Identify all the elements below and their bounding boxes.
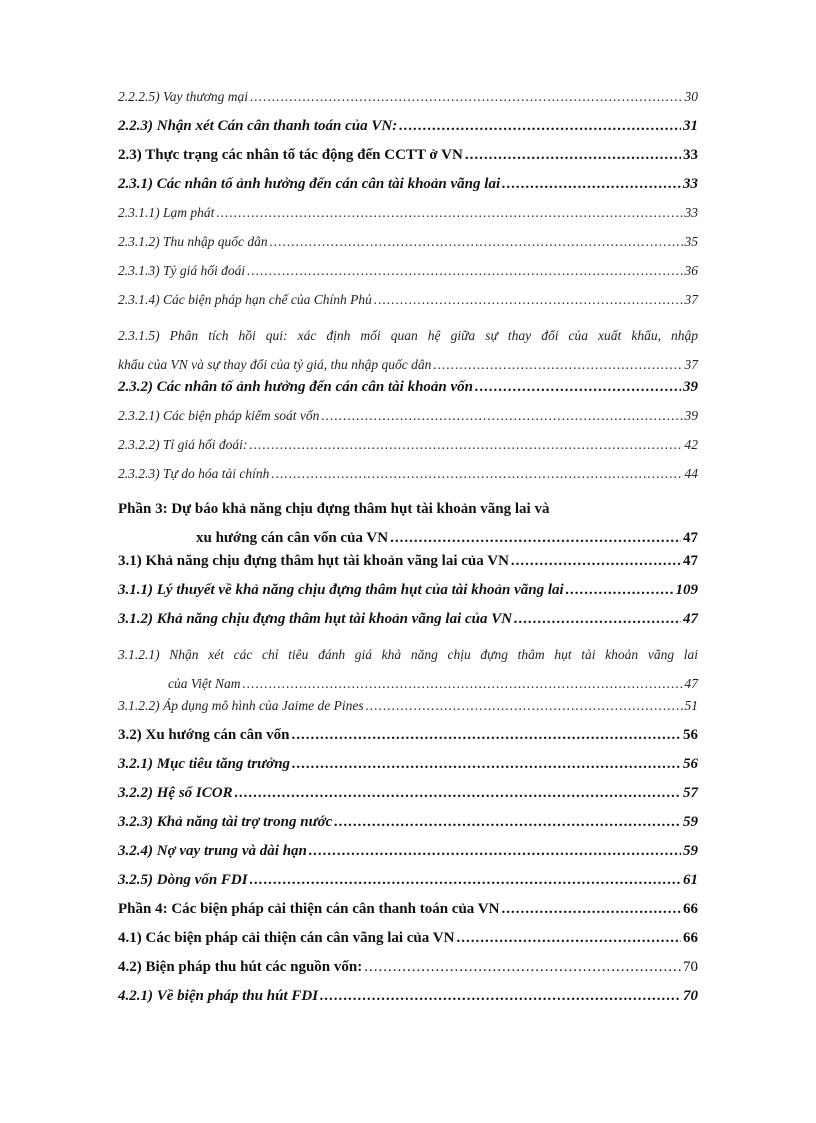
toc-entry[interactable] [118,640,698,698]
toc-entry[interactable] [118,495,698,553]
toc-entry-page: 57 [683,785,698,801]
dot-leader [216,205,682,221]
dot-leader [374,292,683,308]
toc-entry[interactable] [118,437,698,466]
toc-entry-label: 3.1.2.1) Nhận xét các chỉ tiêu đánh giá khả năng chịu đựng thâm hụt tài khoản vãng lai [118,647,698,662]
dot-leader [292,756,681,773]
dot-leader [566,582,674,599]
toc-entry-page: 59 [683,843,698,859]
toc-entry[interactable] [118,147,698,176]
toc-entry-label: 2.3.2.2) Tỉ giá hối đoái: [118,437,248,452]
dot-leader [433,350,682,379]
dot-leader [501,901,681,918]
toc-entry-page: 39 [684,408,698,423]
dot-leader [456,930,681,947]
toc-entry-label: 2.2.2.5) Vay thương mại [118,89,249,104]
toc-entry-page: 31 [683,118,698,134]
toc-entry-page: 35 [684,234,698,249]
toc-entry-label: 3.2.3) Khả năng tài trợ trong nước [118,814,333,830]
toc-entry-page: 47 [683,530,698,546]
dot-leader [235,785,681,802]
toc-entry[interactable] [118,234,698,263]
toc-entry-page: 70 [683,959,698,975]
toc-entry-label: 2.3.2) Các nhân tố ảnh hưởng đến cán cân tài khoản vốn [118,379,474,395]
toc-entry-page: 109 [675,582,698,598]
toc-entry-page: 37 [684,292,698,307]
toc-entry[interactable] [118,466,698,495]
toc-entry-label-continued: khẩu của VN và sự thay đổi của tỷ giá, thu nhập quốc dân [118,357,432,372]
toc-entry-page: 33 [683,147,698,163]
toc-entry-page: 37 [684,357,698,372]
toc-entry-label: 3.1.1) Lý thuyết về khả năng chịu đựng thâm hụt của tài khoản vãng lai [118,582,564,598]
dot-leader [309,843,681,860]
dot-leader [321,408,682,424]
toc-entry-page: 42 [684,437,698,452]
toc-entry-page: 56 [683,756,698,772]
dot-leader [390,524,681,553]
toc-entry-label-continued: của Việt Nam [168,676,241,691]
toc-entry-page: 56 [683,727,698,743]
toc-entry-label: 2.3.1.5) Phân tích hồi qui: xác định mối quan hệ giữa sự thay đổi của xuất khẩu, nhập [118,328,698,343]
toc-entry[interactable] [118,553,698,582]
toc-entry-label: 2.3.1.1) Lạm phát [118,205,215,220]
toc-entry-label-continued: xu hướng cán cân vốn của VN [196,530,389,546]
toc-entry[interactable] [118,959,698,988]
toc-entry-label: 3.2) Xu hướng cán cân vốn [118,727,290,743]
dot-leader [465,147,681,164]
toc-entry[interactable] [118,756,698,785]
toc-entry-page: 47 [683,611,698,627]
toc-entry[interactable] [118,321,698,379]
toc-entry-page: 36 [684,263,698,278]
toc-entry-label: 3.1) Khả năng chịu đựng thâm hụt tài khoản vãng lai của VN [118,553,509,569]
toc-entry-page: 33 [683,176,698,192]
dot-leader [247,263,682,279]
dot-leader [511,553,681,570]
dot-leader [502,176,681,193]
toc-entry[interactable] [118,89,698,118]
toc-entry[interactable] [118,408,698,437]
toc-entry-label: 2.3.1.3) Tỷ giá hối đoái [118,263,246,278]
table-of-contents [118,89,698,1017]
dot-leader [249,437,682,453]
toc-entry-label: 2.3.2.3) Tự do hóa tài chính [118,466,270,481]
dot-leader [514,611,681,628]
dot-leader [334,814,681,831]
toc-entry[interactable] [118,205,698,234]
toc-entry-label: 4.2.1) Về biện pháp thu hút FDI [118,988,319,1004]
toc-entry-page: 61 [683,872,698,888]
toc-entry[interactable] [118,176,698,205]
toc-entry[interactable] [118,379,698,408]
toc-entry-label: 2.3.2.1) Các biện pháp kiểm soát vốn [118,408,320,423]
toc-entry[interactable] [118,930,698,959]
toc-entry[interactable] [118,814,698,843]
toc-entry-label: Phần 4: Các biện pháp cải thiện cán cân thanh toán của VN [118,901,500,917]
toc-entry[interactable] [118,118,698,147]
toc-entry-page: 39 [683,379,698,395]
dot-leader [475,379,681,396]
dot-leader [292,727,681,744]
dot-leader [364,959,681,976]
toc-entry-label: 2.2.3) Nhận xét Cán cân thanh toán của VN: [118,118,398,134]
toc-entry[interactable] [118,872,698,901]
toc-entry-page: 51 [684,698,698,713]
toc-entry-label: 4.2) Biện pháp thu hút các nguồn vốn: [118,959,363,975]
dot-leader [242,669,682,698]
toc-entry-label: 3.1.2) Khả năng chịu đựng thâm hụt tài khoản vãng lai của VN [118,611,513,627]
toc-entry-page: 30 [684,89,698,104]
toc-entry-label: 2.3) Thực trạng các nhân tố tác động đến CCTT ở VN [118,147,463,163]
dot-leader [250,872,681,889]
toc-entry[interactable] [118,263,698,292]
toc-entry-page: 70 [683,988,698,1004]
dot-leader [270,234,683,250]
dot-leader [250,89,682,105]
toc-entry-label: 3.2.5) Dòng vốn FDI [118,872,248,888]
toc-entry[interactable] [118,698,698,727]
dot-leader [366,698,683,714]
toc-entry-page: 59 [683,814,698,830]
toc-entry-label: 3.1.2.2) Áp dụng mô hình của Jaime de Pines [118,698,364,713]
toc-entry-page: 66 [683,901,698,917]
dot-leader [271,466,682,482]
toc-entry[interactable] [118,292,698,321]
toc-entry-page: 44 [684,466,698,481]
toc-entry-page: 47 [683,553,698,569]
toc-entry-page: 66 [683,930,698,946]
toc-entry[interactable] [118,582,698,611]
toc-entry-page: 47 [684,676,698,691]
toc-entry[interactable] [118,843,698,872]
toc-entry-label: 2.3.1.2) Thu nhập quốc dân [118,234,268,249]
toc-entry[interactable] [118,901,698,930]
toc-entry-label: 2.3.1) Các nhân tố ảnh hưởng đến cán cân tài khoản vãng lai [118,176,501,192]
dot-leader [320,988,681,1005]
toc-entry-label: 2.3.1.4) Các biện pháp hạn chế của Chính Phủ [118,292,372,307]
toc-entry-label: 3.2.2) Hệ số ICOR [118,785,233,801]
toc-entry-label: 3.2.4) Nợ vay trung và dài hạn [118,843,307,859]
toc-entry-label: Phần 3: Dự báo khả năng chịu đựng thâm hụt tài khoản vãng lai và [118,501,550,517]
toc-entry[interactable] [118,727,698,756]
toc-entry[interactable] [118,785,698,814]
toc-entry-page: 33 [684,205,698,220]
dot-leader [399,118,681,135]
toc-entry-label: 4.1) Các biện pháp cải thiện cán cân vãng lai của VN [118,930,455,946]
toc-entry-label: 3.2.1) Mục tiêu tăng trưởng [118,756,291,772]
toc-entry[interactable] [118,611,698,640]
toc-entry[interactable] [118,988,698,1017]
